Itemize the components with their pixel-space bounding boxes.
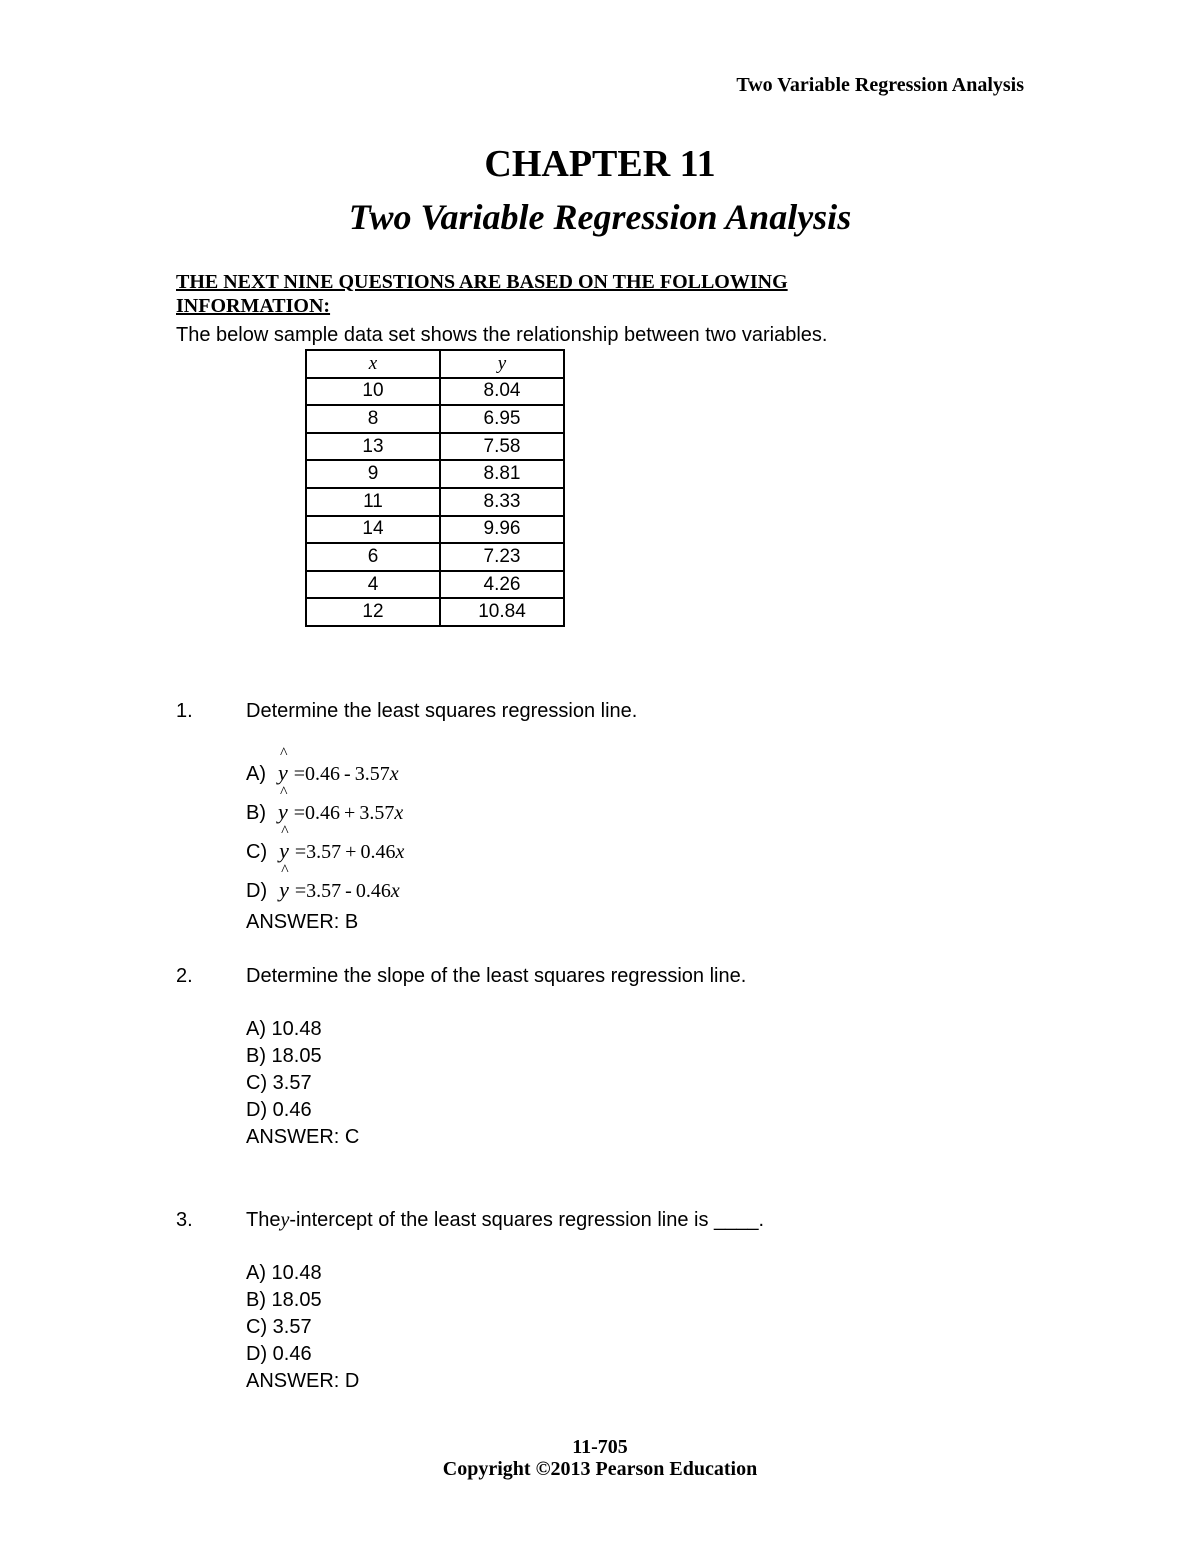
equation-intercept: =0.46	[293, 763, 341, 785]
question-3-text-pre: The	[246, 1209, 281, 1231]
question-1-option-c	[246, 823, 405, 864]
question-3-number: 3.	[176, 1209, 193, 1231]
question-1-option-b	[246, 784, 404, 825]
table-cell: 12	[306, 598, 440, 626]
table-cell: 7.58	[440, 433, 564, 461]
question-2-option-b: B) 18.05	[246, 1045, 322, 1067]
question-2-number: 2.	[176, 965, 193, 987]
table-cell: 14	[306, 516, 440, 544]
chapter-title: Two Variable Regression Analysis	[348, 197, 852, 237]
question-1-number: 1.	[176, 700, 193, 722]
question-3-option-c: C) 3.57	[246, 1316, 312, 1338]
question-2-text: Determine the slope of the least squares regression line.	[246, 965, 747, 987]
option-label: C)	[246, 841, 268, 863]
y-hat-symbol: ^ y	[278, 784, 288, 824]
equation-operator: -	[345, 880, 352, 902]
y-hat-symbol: ^ y	[279, 862, 289, 902]
table-cell: 4	[306, 571, 440, 599]
table-row	[306, 378, 564, 406]
equation-slope: 0.46	[360, 841, 396, 863]
table-cell: 10	[306, 378, 440, 406]
equation-variable: x	[394, 802, 404, 824]
table-cell: 8.81	[440, 460, 564, 488]
table-cell: 9.96	[440, 516, 564, 544]
equation-variable: x	[395, 841, 405, 863]
question-3-text	[246, 1209, 764, 1232]
question-1-option-a	[246, 745, 399, 786]
equation-operator: -	[344, 763, 351, 785]
table-cell: 8.04	[440, 378, 564, 406]
table-row	[306, 571, 564, 599]
question-3-option-b: B) 18.05	[246, 1289, 322, 1311]
chapter-number: CHAPTER 11	[484, 143, 716, 185]
equation-slope: 0.46	[355, 880, 391, 902]
equation-variable: x	[389, 763, 399, 785]
question-2-option-a: A) 10.48	[246, 1018, 322, 1040]
table-cell: 9	[306, 460, 440, 488]
table-cell: 8.33	[440, 488, 564, 516]
equation-intercept: =0.46	[293, 802, 341, 824]
table-cell: 13	[306, 433, 440, 461]
question-3-option-d: D) 0.46	[246, 1343, 312, 1365]
equation-slope: 3.57	[359, 802, 395, 824]
copyright-notice: Copyright ©2013 Pearson Education	[442, 1458, 758, 1480]
data-description: The below sample data set shows the relationship between two variables.	[176, 324, 828, 346]
table-row	[306, 405, 564, 433]
table-cell: 6.95	[440, 405, 564, 433]
question-1-option-d	[246, 862, 400, 903]
equation-slope: 3.57	[354, 763, 390, 785]
option-label: A)	[246, 763, 266, 785]
question-3-variable: y	[280, 1209, 290, 1231]
table-cell: 6	[306, 543, 440, 571]
y-hat-symbol: ^ y	[278, 745, 288, 785]
y-hat-symbol: ^ y	[279, 823, 289, 863]
question-3-answer: ANSWER: D	[246, 1370, 360, 1392]
table-cell: 7.23	[440, 543, 564, 571]
question-3-option-a: A) 10.48	[246, 1262, 322, 1284]
equation-variable: x	[390, 880, 400, 902]
table-row	[306, 516, 564, 544]
table-cell: 8	[306, 405, 440, 433]
running-header: Two Variable Regression Analysis	[736, 74, 1024, 96]
question-2-option-c: C) 3.57	[246, 1072, 312, 1094]
table-cell: 4.26	[440, 571, 564, 599]
question-3-text-post: -intercept of the least squares regression line is ____.	[289, 1209, 765, 1231]
table-header-y: y	[440, 350, 564, 378]
equation-operator: +	[344, 802, 356, 824]
table-cell: 10.84	[440, 598, 564, 626]
question-2-option-d: D) 0.46	[246, 1099, 312, 1121]
table-cell: 11	[306, 488, 440, 516]
question-1-answer: ANSWER: B	[246, 911, 359, 933]
table-header-row	[306, 350, 564, 378]
page-number: 11-705	[572, 1436, 628, 1458]
table-row	[306, 460, 564, 488]
question-1-text: Determine the least squares regression line.	[246, 700, 638, 722]
table-header-x: x	[306, 350, 440, 378]
instruction-heading: THE NEXT NINE QUESTIONS ARE BASED ON THE FOLLOWING INFORMATION:	[176, 271, 788, 317]
data-table	[305, 349, 565, 627]
equation-operator: +	[345, 841, 357, 863]
table-row	[306, 488, 564, 516]
option-label: B)	[246, 802, 266, 824]
option-label: D)	[246, 880, 268, 902]
table-row	[306, 543, 564, 571]
equation-intercept: =3.57	[294, 880, 342, 902]
table-row	[306, 598, 564, 626]
question-2-answer: ANSWER: C	[246, 1126, 360, 1148]
equation-intercept: =3.57	[294, 841, 342, 863]
table-row	[306, 433, 564, 461]
